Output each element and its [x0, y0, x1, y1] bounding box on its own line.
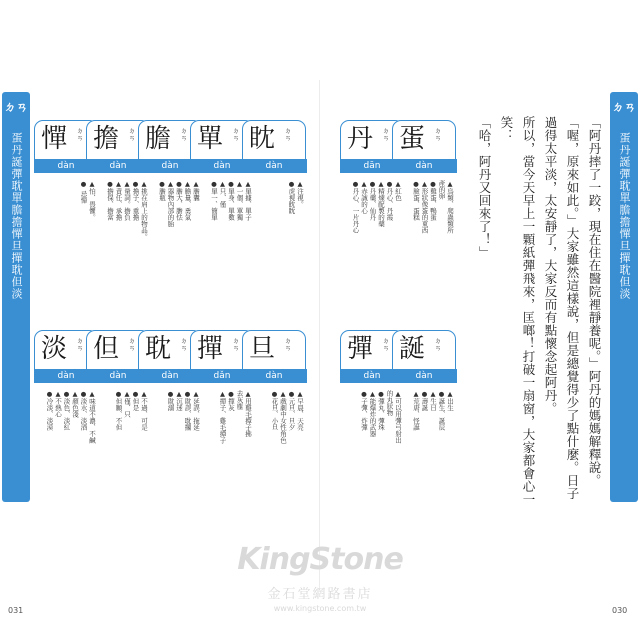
definition-line: ●撣灰	[227, 390, 235, 411]
story-paragraph: 「哈，阿丹又回來了！」	[477, 116, 492, 259]
entry-character: 丹	[347, 124, 374, 154]
entry-zhuyin: ㄉㄢ	[382, 337, 390, 351]
entry-card	[242, 120, 306, 172]
definition-line: ▲味道不濃、不鹹	[88, 390, 96, 444]
definition-line: ●耽誤、耽擱	[183, 390, 192, 431]
definition-line: ▲荒唐、怪誕	[412, 390, 420, 431]
entry-zhuyin: ㄉㄢ	[180, 337, 188, 351]
tab-character-list: 蛋丹誕彈耽單膽擔憚旦撣耽但淡	[618, 132, 631, 300]
entry-zhuyin: ㄉㄢ	[434, 127, 442, 141]
story-text	[430, 116, 605, 511]
definition-line: ●冷淡、淡漠	[45, 390, 54, 431]
definition-line: ●丹心、丹霞	[385, 180, 394, 221]
definition-line: ▲僅、只	[123, 390, 131, 418]
definition-line: ●虎視眈眈	[287, 180, 296, 214]
definition-line: ●元旦、旦夕	[287, 390, 296, 431]
definition-line: ▲一個、單獨	[235, 180, 244, 221]
entry-pinyin: dàn	[86, 369, 151, 383]
definition-line: ▲出生	[446, 390, 454, 411]
entry-definition	[344, 180, 402, 300]
definition-line: ▲單據、單子	[244, 180, 252, 221]
entry-zhuyin: ㄉㄢ	[128, 127, 136, 141]
entry-pinyin: dàn	[34, 369, 99, 383]
entry-zhuyin: ㄉㄢ	[284, 337, 292, 351]
entry-character: 淡	[41, 334, 68, 364]
definition-line: 的丸狀物	[385, 390, 394, 416]
entry-character: 撣	[197, 334, 224, 364]
definition-line: ▲撣子、雞毛撢子	[218, 390, 227, 444]
entry-character: 擔	[93, 124, 120, 154]
entry-pinyin: dàn	[190, 159, 255, 173]
entry-character: 誕	[399, 334, 426, 364]
definition-line: ▲沉迷	[175, 390, 183, 411]
page-gutter	[319, 80, 320, 590]
definition-line: ▲紅色	[394, 180, 402, 201]
definition-line: ▲戲劇中女性角色	[279, 390, 287, 444]
entry-zhuyin: ㄉㄢ	[76, 337, 84, 351]
entry-definition	[194, 180, 252, 300]
story-paragraph: 所以，當今天早上一顆紙彈飛來，匡啷！打破一扇窗，大家都會心一笑：	[499, 116, 536, 506]
definition-line: ▲量詞。擔負	[123, 180, 131, 221]
definition-line: ●壽誕	[420, 390, 429, 411]
definition-line: ▲只、僅	[218, 180, 227, 208]
watermark	[215, 542, 425, 613]
entry-zhuyin: ㄉㄢ	[232, 337, 240, 351]
story-paragraph: 「喔，原來如此。」大家雖然這樣說，但是總覺得少了點什麼。日子過得太平淡，太安靜了，大家反而有點懷念起阿丹。	[543, 116, 580, 500]
definition-line: ▲赤誠的心	[360, 180, 368, 214]
entry-card	[242, 330, 306, 382]
entry-character: 單	[197, 124, 224, 154]
entry-pinyin: dàn	[34, 159, 99, 173]
definition-line: ●誕生、誕辰	[437, 390, 446, 431]
definition-line: ▲不熱心	[54, 390, 62, 418]
definition-line: ●單一、簡單	[210, 180, 218, 221]
definition-line: ▲可以用彈弓射出	[394, 390, 402, 444]
definition-line: ●臉蛋、蛋糕	[412, 180, 420, 221]
left-section-tab	[2, 92, 30, 502]
entry-pinyin: dàn	[242, 369, 307, 383]
definition-line: ▲鳥類、爬蟲類所	[446, 180, 454, 234]
entry-zhuyin: ㄉㄢ	[382, 127, 390, 141]
definition-line: ●丹藥、仙丹	[368, 180, 377, 221]
entry-character: 旦	[249, 334, 276, 364]
tab-heading: ㄉㄢ	[3, 100, 28, 114]
definition-line: ●但是	[131, 390, 140, 411]
right-page-number: 030	[612, 606, 628, 615]
entry-zhuyin: ㄉㄢ	[284, 127, 292, 141]
entry-character: 眈	[249, 124, 276, 154]
definition-line: ▲器物內部的胎	[166, 180, 175, 227]
definition-line: ▲能爆炸的武器	[368, 390, 377, 437]
entry-zhuyin: ㄉㄢ	[128, 337, 136, 351]
definition-line: ▲膽囊	[192, 180, 200, 201]
entry-definition	[142, 180, 200, 300]
entry-definition	[90, 390, 148, 510]
definition-line: ●丹心、一片丹心	[351, 180, 360, 234]
entry-character: 憚	[41, 124, 68, 154]
entry-definition	[142, 390, 200, 510]
definition-line: ▲膽量、勇氣	[183, 180, 192, 221]
entry-zhuyin: ㄉㄢ	[76, 127, 84, 141]
watermark-chinese: 金石堂網路書店	[267, 587, 373, 602]
entry-pinyin: dàn	[340, 369, 405, 383]
entry-pinyin: dàn	[392, 369, 457, 383]
watermark-url: www.kingstone.com.tw	[273, 604, 367, 613]
definition-line: ●擔子、重擔	[131, 180, 140, 221]
entry-pinyin: dàn	[138, 159, 203, 173]
entry-pinyin: dàn	[392, 159, 457, 173]
definition-line: ▲挑在肩上的物品。	[140, 180, 148, 240]
definition-line: ▲形狀像蛋的東西	[420, 180, 429, 234]
definition-line: ▲用雞毛撢子拂	[244, 390, 252, 437]
entry-character: 膽	[145, 124, 172, 154]
definition-line: ▲精煉配製的藥	[377, 180, 385, 227]
definition-line: ▲早晨、天亮	[296, 390, 304, 431]
definition-line: ▲怕、畏懼。	[88, 180, 96, 221]
definition-line: ●淡色、淡紅	[62, 390, 71, 431]
entry-pinyin: dàn	[138, 369, 203, 383]
definition-line: ●彈丸、彈珠	[377, 390, 385, 431]
entry-character: 但	[93, 334, 120, 364]
definition-line: ●擔保、擔當	[106, 180, 114, 221]
entry-character: 彈	[347, 334, 374, 364]
entry-pinyin: dǎn	[190, 369, 255, 383]
tab-character-list: 蛋丹誕彈耽單膽擔憚旦撣耽但淡	[10, 132, 23, 300]
entry-pinyin: dàn	[86, 159, 151, 173]
definition-line: ● 忌憚	[79, 180, 88, 204]
left-page-number: 031	[8, 606, 24, 615]
definition-line: ●膽瓶	[158, 180, 166, 201]
story-paragraph: 「阿丹摔了一跤，現在住在醫院裡靜養呢。」阿丹的媽媽解釋說。	[587, 116, 602, 487]
definition-line: ●花旦、小旦	[270, 390, 279, 431]
entry-pinyin: dàn	[242, 159, 307, 173]
right-section-tab	[610, 92, 638, 502]
definition-line: 產的卵	[437, 180, 446, 200]
definition-line: ●耽溺	[166, 390, 175, 411]
definition-line: ●單身、單數	[227, 180, 235, 221]
entry-definition	[194, 390, 252, 510]
entry-character: 耽	[145, 334, 172, 364]
definition-line: 去灰塵	[235, 390, 244, 410]
entry-definition	[246, 390, 304, 510]
entry-definition	[344, 390, 402, 510]
definition-line: ●雞蛋、鴨蛋	[429, 180, 437, 221]
entry-definition	[90, 180, 148, 300]
definition-line: ●膽大、膽怯	[175, 180, 183, 221]
definition-line: ●但願、不但	[114, 390, 123, 431]
entry-definition	[246, 180, 304, 300]
watermark-logo: KingStone	[237, 542, 403, 577]
definition-line: ▲不過、可是	[140, 390, 148, 431]
entry-zhuyin: ㄉㄢ	[180, 127, 188, 141]
definition-line: ▲延誤、拖延	[192, 390, 200, 431]
definition-line: ▲注視。	[296, 180, 304, 208]
entry-zhuyin: ㄉㄢ	[434, 337, 442, 351]
definition-line: ●子彈、炸彈	[360, 390, 368, 431]
entry-definition	[38, 180, 96, 300]
entry-definition	[38, 390, 96, 510]
definition-line: ▲顏色淺	[71, 390, 79, 418]
definition-line: ▲責任、承擔	[114, 180, 123, 221]
entry-character: 蛋	[399, 124, 426, 154]
entry-pinyin: dān	[340, 159, 405, 173]
definition-line: ▲生日	[429, 390, 437, 411]
definition-line: ●淡水、淡酒	[79, 390, 88, 431]
entry-zhuyin: ㄉㄢ	[232, 127, 240, 141]
tab-heading: ㄉㄢ	[611, 100, 636, 114]
